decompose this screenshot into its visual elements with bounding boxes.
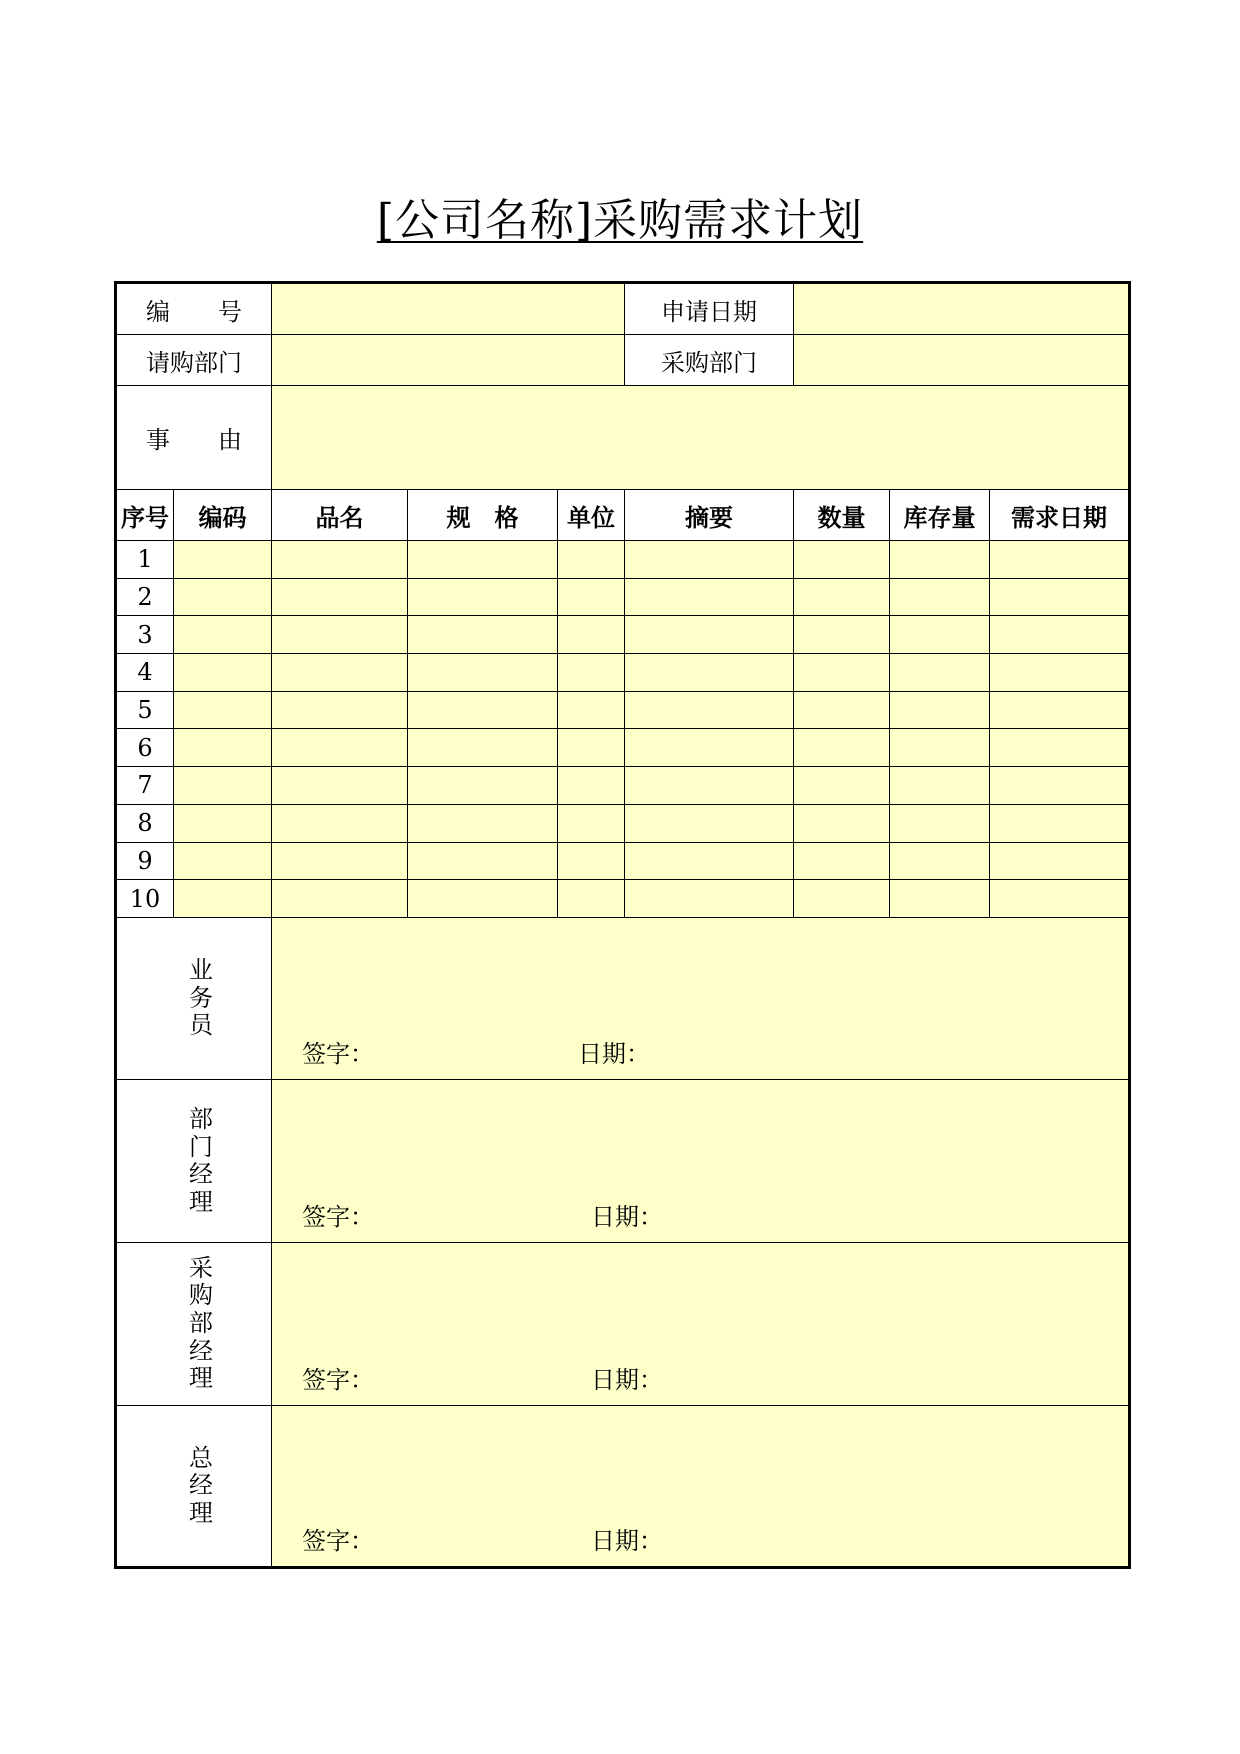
approval-role: 部门经理 bbox=[189, 1105, 213, 1216]
need-date-cell[interactable] bbox=[990, 616, 1130, 654]
name-cell[interactable] bbox=[272, 578, 408, 616]
spec-cell[interactable] bbox=[408, 804, 558, 842]
stock-cell[interactable] bbox=[890, 616, 990, 654]
need-date-cell[interactable] bbox=[990, 578, 1130, 616]
col-header-name: 品名 bbox=[272, 490, 408, 541]
stock-cell[interactable] bbox=[890, 541, 990, 579]
row-number: 8 bbox=[116, 804, 174, 842]
table-row bbox=[116, 578, 1130, 616]
table-row bbox=[116, 654, 1130, 692]
table-row bbox=[116, 729, 1130, 767]
spec-cell[interactable] bbox=[408, 616, 558, 654]
code-cell[interactable] bbox=[174, 578, 272, 616]
stock-cell[interactable] bbox=[890, 880, 990, 918]
unit-cell[interactable] bbox=[558, 842, 625, 880]
col-header-qty: 数量 bbox=[794, 490, 890, 541]
approval-row bbox=[116, 917, 1130, 1080]
qty-cell[interactable] bbox=[794, 804, 890, 842]
number-label: 编 号 bbox=[116, 283, 272, 335]
spec-cell[interactable] bbox=[408, 842, 558, 880]
approval-row bbox=[116, 1405, 1130, 1568]
spec-cell[interactable] bbox=[408, 578, 558, 616]
qty-cell[interactable] bbox=[794, 842, 890, 880]
qty-cell[interactable] bbox=[794, 880, 890, 918]
qty-cell[interactable] bbox=[794, 616, 890, 654]
spec-cell[interactable] bbox=[408, 691, 558, 729]
spec-cell[interactable] bbox=[408, 880, 558, 918]
need-date-cell[interactable] bbox=[990, 691, 1130, 729]
row-number: 2 bbox=[116, 578, 174, 616]
table-row bbox=[116, 767, 1130, 805]
spec-cell[interactable] bbox=[408, 654, 558, 692]
code-cell[interactable] bbox=[174, 880, 272, 918]
approval-row bbox=[116, 1080, 1130, 1243]
unit-cell[interactable] bbox=[558, 616, 625, 654]
summary-cell[interactable] bbox=[625, 729, 794, 767]
summary-cell[interactable] bbox=[625, 541, 794, 579]
row-number: 4 bbox=[116, 654, 174, 692]
approval-row bbox=[116, 1243, 1130, 1406]
spec-cell[interactable] bbox=[408, 729, 558, 767]
request-dept-field[interactable] bbox=[272, 335, 625, 386]
summary-cell[interactable] bbox=[625, 578, 794, 616]
reason-field[interactable] bbox=[272, 386, 1130, 490]
summary-cell[interactable] bbox=[625, 616, 794, 654]
stock-cell[interactable] bbox=[890, 578, 990, 616]
signature-label: 签字： bbox=[302, 1040, 374, 1069]
table-row bbox=[116, 616, 1130, 654]
col-header-summary: 摘要 bbox=[625, 490, 794, 541]
unit-cell[interactable] bbox=[558, 541, 625, 579]
name-cell[interactable] bbox=[272, 541, 408, 579]
name-cell[interactable] bbox=[272, 804, 408, 842]
approval-role-cell bbox=[116, 917, 272, 1080]
unit-cell[interactable] bbox=[558, 729, 625, 767]
name-cell[interactable] bbox=[272, 729, 408, 767]
col-header-code: 编码 bbox=[174, 490, 272, 541]
need-date-cell[interactable] bbox=[990, 842, 1130, 880]
code-cell[interactable] bbox=[174, 541, 272, 579]
table-row bbox=[116, 691, 1130, 729]
table-row bbox=[116, 880, 1130, 918]
unit-cell[interactable] bbox=[558, 767, 625, 805]
apply-date-label: 申请日期 bbox=[625, 283, 794, 335]
code-cell[interactable] bbox=[174, 842, 272, 880]
name-cell[interactable] bbox=[272, 691, 408, 729]
row-number: 9 bbox=[116, 842, 174, 880]
spec-cell[interactable] bbox=[408, 767, 558, 805]
approval-role: 采购部经理 bbox=[189, 1253, 213, 1393]
code-cell[interactable] bbox=[174, 767, 272, 805]
summary-cell[interactable] bbox=[625, 880, 794, 918]
approval-role: 总经理 bbox=[189, 1443, 213, 1527]
code-cell[interactable] bbox=[174, 654, 272, 692]
need-date-cell[interactable] bbox=[990, 541, 1130, 579]
need-date-cell[interactable] bbox=[990, 729, 1130, 767]
table-row bbox=[116, 541, 1130, 579]
approval-role-cell bbox=[116, 1405, 272, 1568]
code-cell[interactable] bbox=[174, 691, 272, 729]
row-number: 7 bbox=[116, 767, 174, 805]
unit-cell[interactable] bbox=[558, 578, 625, 616]
name-cell[interactable] bbox=[272, 880, 408, 918]
approval-signature-field[interactable] bbox=[272, 1080, 1130, 1243]
need-date-cell[interactable] bbox=[990, 880, 1130, 918]
column-header-row bbox=[116, 490, 1130, 541]
summary-cell[interactable] bbox=[625, 767, 794, 805]
unit-cell[interactable] bbox=[558, 691, 625, 729]
signature-label: 签字： bbox=[302, 1527, 374, 1556]
name-cell[interactable] bbox=[272, 842, 408, 880]
name-cell[interactable] bbox=[272, 654, 408, 692]
summary-cell[interactable] bbox=[625, 654, 794, 692]
qty-cell[interactable] bbox=[794, 541, 890, 579]
qty-cell[interactable] bbox=[794, 578, 890, 616]
need-date-cell[interactable] bbox=[990, 804, 1130, 842]
name-cell[interactable] bbox=[272, 767, 408, 805]
qty-cell[interactable] bbox=[794, 767, 890, 805]
form-title: [公司名称]采购需求计划 bbox=[376, 195, 864, 246]
row-number: 3 bbox=[116, 616, 174, 654]
unit-cell[interactable] bbox=[558, 804, 625, 842]
row-number: 10 bbox=[116, 880, 174, 918]
stock-cell[interactable] bbox=[890, 804, 990, 842]
qty-cell[interactable] bbox=[794, 654, 890, 692]
approval-signature-field[interactable] bbox=[272, 1405, 1130, 1568]
date-label: 日期： bbox=[591, 1365, 663, 1394]
need-date-cell[interactable] bbox=[990, 654, 1130, 692]
date-label: 日期： bbox=[578, 1040, 650, 1069]
col-header-stock: 库存量 bbox=[890, 490, 990, 541]
stock-cell[interactable] bbox=[890, 767, 990, 805]
approval-role: 业务员 bbox=[189, 956, 213, 1040]
approval-role-cell bbox=[116, 1080, 272, 1243]
purchase-dept-field[interactable] bbox=[794, 335, 1130, 386]
purchase-request-form bbox=[114, 281, 1131, 1569]
stock-cell[interactable] bbox=[890, 691, 990, 729]
row-number: 1 bbox=[116, 541, 174, 579]
request-dept-label: 请购部门 bbox=[116, 335, 272, 386]
col-header-unit: 单位 bbox=[558, 490, 625, 541]
code-cell[interactable] bbox=[174, 729, 272, 767]
col-header-need-date: 需求日期 bbox=[990, 490, 1130, 541]
row-number: 5 bbox=[116, 691, 174, 729]
stock-cell[interactable] bbox=[890, 729, 990, 767]
stock-cell[interactable] bbox=[890, 842, 990, 880]
need-date-cell[interactable] bbox=[990, 767, 1130, 805]
stock-cell[interactable] bbox=[890, 654, 990, 692]
date-label: 日期： bbox=[591, 1527, 663, 1556]
qty-cell[interactable] bbox=[794, 691, 890, 729]
approval-role-cell bbox=[116, 1243, 272, 1406]
name-cell[interactable] bbox=[272, 616, 408, 654]
summary-cell[interactable] bbox=[625, 691, 794, 729]
apply-date-field[interactable] bbox=[794, 283, 1130, 335]
table-row bbox=[116, 804, 1130, 842]
unit-cell[interactable] bbox=[558, 654, 625, 692]
reason-label: 事 由 bbox=[116, 386, 272, 490]
code-cell[interactable] bbox=[174, 804, 272, 842]
code-cell[interactable] bbox=[174, 616, 272, 654]
col-header-seq: 序号 bbox=[116, 490, 174, 541]
number-field[interactable] bbox=[272, 283, 625, 335]
summary-cell[interactable] bbox=[625, 842, 794, 880]
col-header-spec: 规 格 bbox=[408, 490, 558, 541]
unit-cell[interactable] bbox=[558, 880, 625, 918]
form-title-wrap bbox=[0, 188, 1240, 244]
approval-signature-field[interactable] bbox=[272, 917, 1130, 1080]
summary-cell[interactable] bbox=[625, 804, 794, 842]
table-row bbox=[116, 842, 1130, 880]
approval-signature-field[interactable] bbox=[272, 1243, 1130, 1406]
spec-cell[interactable] bbox=[408, 541, 558, 579]
signature-label: 签字： bbox=[302, 1365, 374, 1394]
date-label: 日期： bbox=[591, 1203, 663, 1232]
purchase-dept-label: 采购部门 bbox=[625, 335, 794, 386]
signature-label: 签字： bbox=[302, 1203, 374, 1232]
qty-cell[interactable] bbox=[794, 729, 890, 767]
row-number: 6 bbox=[116, 729, 174, 767]
